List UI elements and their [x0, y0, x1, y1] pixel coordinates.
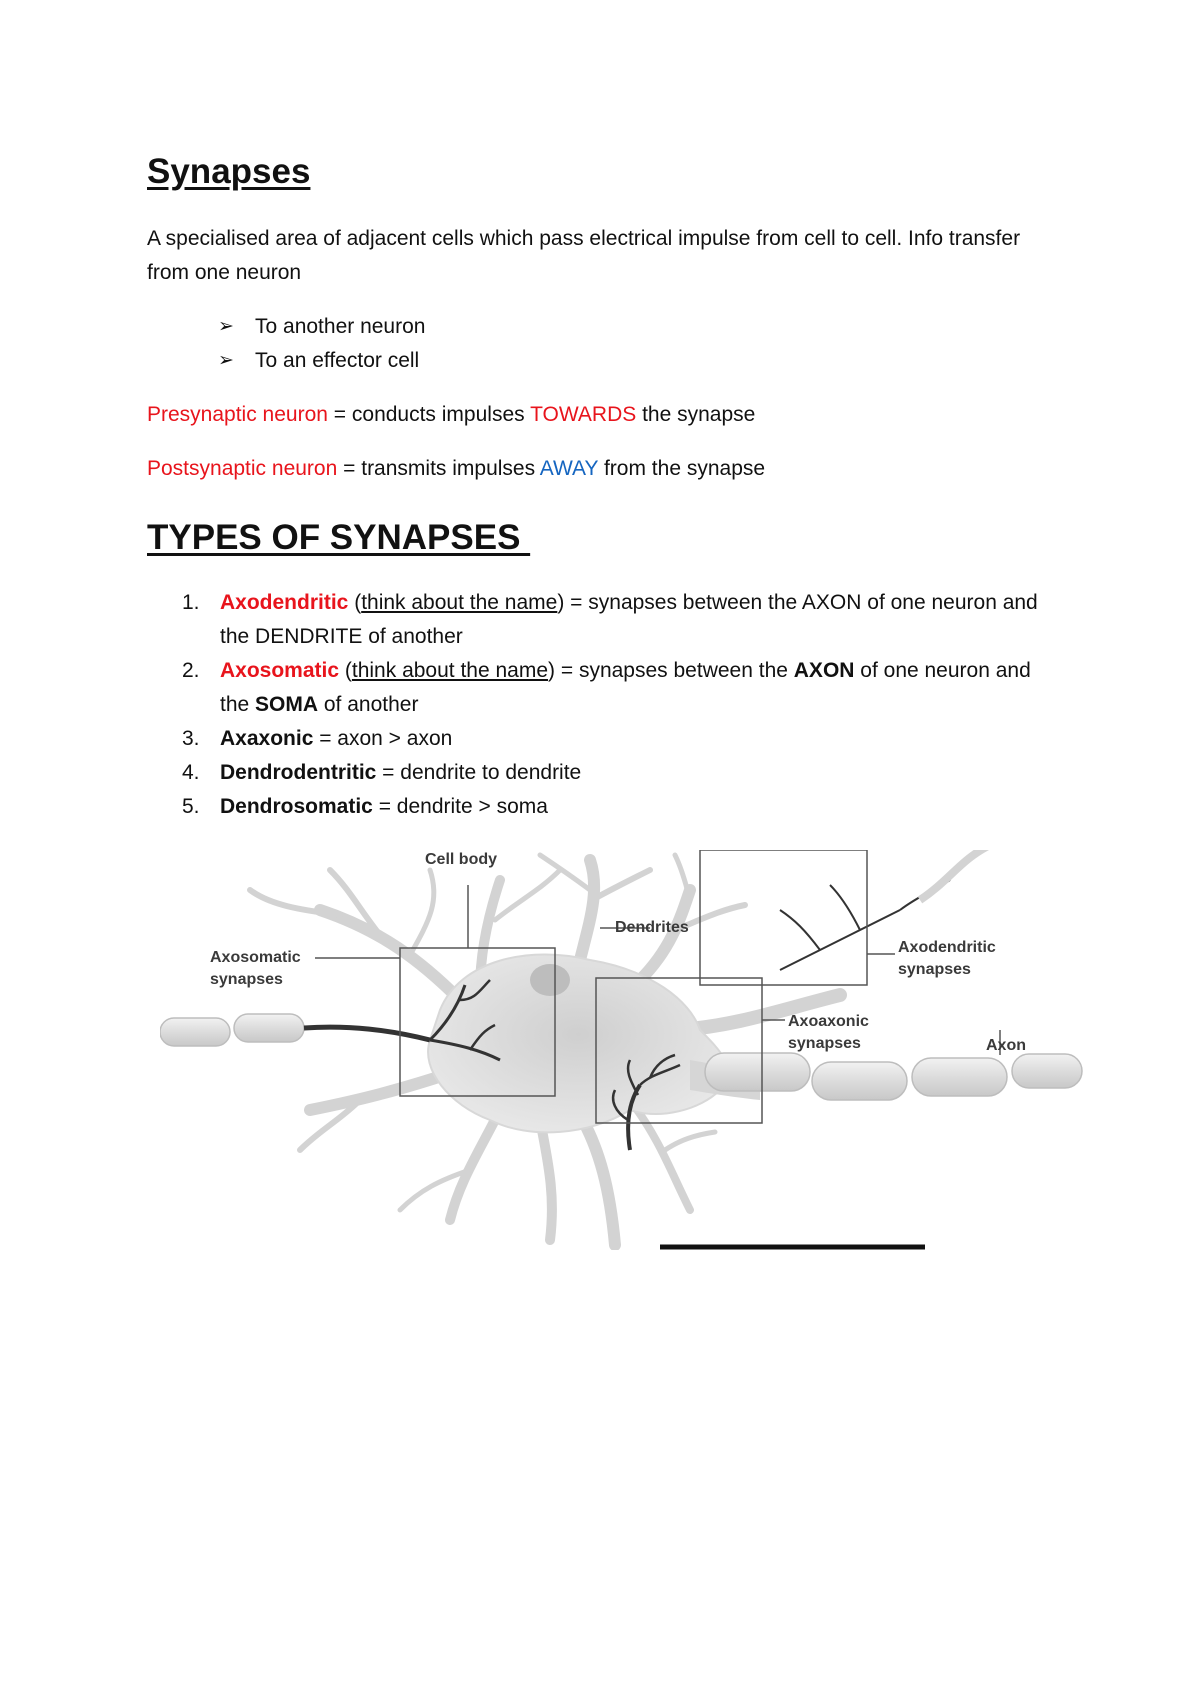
- type-description: = dendrite to dendrite: [376, 761, 582, 784]
- neuron-synapse-diagram: [160, 850, 1200, 1250]
- postsynaptic-text-before: = transmits impulses: [337, 457, 540, 480]
- type-hint: think about the name: [351, 659, 549, 682]
- list-number: 5.: [182, 795, 200, 818]
- postsynaptic-keyword: AWAY: [539, 457, 599, 480]
- list-number: 3.: [182, 727, 200, 750]
- type-description: of one neuron and the: [220, 659, 1031, 716]
- presynaptic-term: Presynaptic neuron: [147, 403, 328, 426]
- list-item: [182, 586, 1062, 654]
- list-item: [182, 790, 1062, 824]
- type-description: of another: [318, 693, 419, 716]
- type-paren-close: ): [548, 659, 556, 682]
- list-item: [182, 756, 1062, 790]
- type-bold-word: SOMA: [255, 693, 319, 716]
- synapse-types-list: [182, 586, 1062, 824]
- axodendritic-label-line2: synapses: [898, 961, 971, 978]
- page-title: Synapses: [147, 152, 311, 191]
- dendrites-label: Dendrites: [615, 919, 689, 936]
- axoaxonic-label-line2: synapses: [788, 1035, 861, 1052]
- arrow-bullet-icon: ➢: [218, 316, 234, 337]
- postsynaptic-definition: [147, 452, 765, 486]
- list-item: [218, 310, 425, 344]
- cell-body-label: Cell body: [425, 851, 498, 868]
- type-bold-word: AXON: [793, 659, 855, 682]
- type-hint: think about the name: [361, 591, 558, 614]
- list-item-text: To another neuron: [255, 315, 426, 338]
- type-term: Dendrodentritic: [220, 761, 377, 784]
- axon-label: Axon: [986, 1037, 1026, 1054]
- type-term: Axodendritic: [220, 591, 349, 614]
- presynaptic-text-after: the synapse: [636, 403, 756, 426]
- axodendritic-label: Axodendritic: [898, 939, 996, 956]
- type-description: = axon > axon: [313, 727, 453, 750]
- list-number: 4.: [182, 761, 200, 784]
- type-term: Axaxonic: [220, 727, 314, 750]
- type-term: Axosomatic: [220, 659, 340, 682]
- type-description: = dendrite > soma: [372, 795, 548, 818]
- type-paren-close: ): [557, 591, 565, 614]
- axoaxonic-label: Axoaxonic: [788, 1013, 869, 1030]
- list-item-text: To an effector cell: [255, 349, 420, 372]
- type-paren-open: (: [339, 659, 352, 682]
- types-heading: TYPES OF SYNAPSES: [147, 518, 531, 557]
- axosomatic-label: Axosomatic: [210, 949, 301, 966]
- transfer-list: [218, 310, 425, 378]
- presynaptic-definition: [147, 398, 755, 432]
- list-item: [182, 654, 1062, 722]
- postsynaptic-text-after: from the synapse: [598, 457, 766, 480]
- list-item: [182, 722, 1062, 756]
- type-paren-open: (: [348, 591, 362, 614]
- presynaptic-text-before: = conducts impulses: [327, 403, 531, 426]
- type-description: = synapses between the AXON of one neuron and the DENDRITE of another: [220, 591, 1038, 648]
- type-description: = synapses between the: [555, 659, 794, 682]
- list-number: 2.: [182, 659, 200, 682]
- list-number: 1.: [182, 591, 200, 614]
- arrow-bullet-icon: ➢: [218, 350, 234, 371]
- list-item: [218, 344, 425, 378]
- upper-axon: [920, 850, 990, 900]
- axosomatic-label-line2: synapses: [210, 971, 283, 988]
- type-term: Dendrosomatic: [220, 795, 373, 818]
- postsynaptic-term: Postsynaptic neuron: [147, 457, 338, 480]
- presynaptic-keyword: TOWARDS: [530, 403, 637, 426]
- intro-paragraph: A specialised area of adjacent cells which pass electrical impulse from cell to cell. Info transfer from one neuron: [147, 227, 1021, 284]
- nucleus: [530, 964, 570, 996]
